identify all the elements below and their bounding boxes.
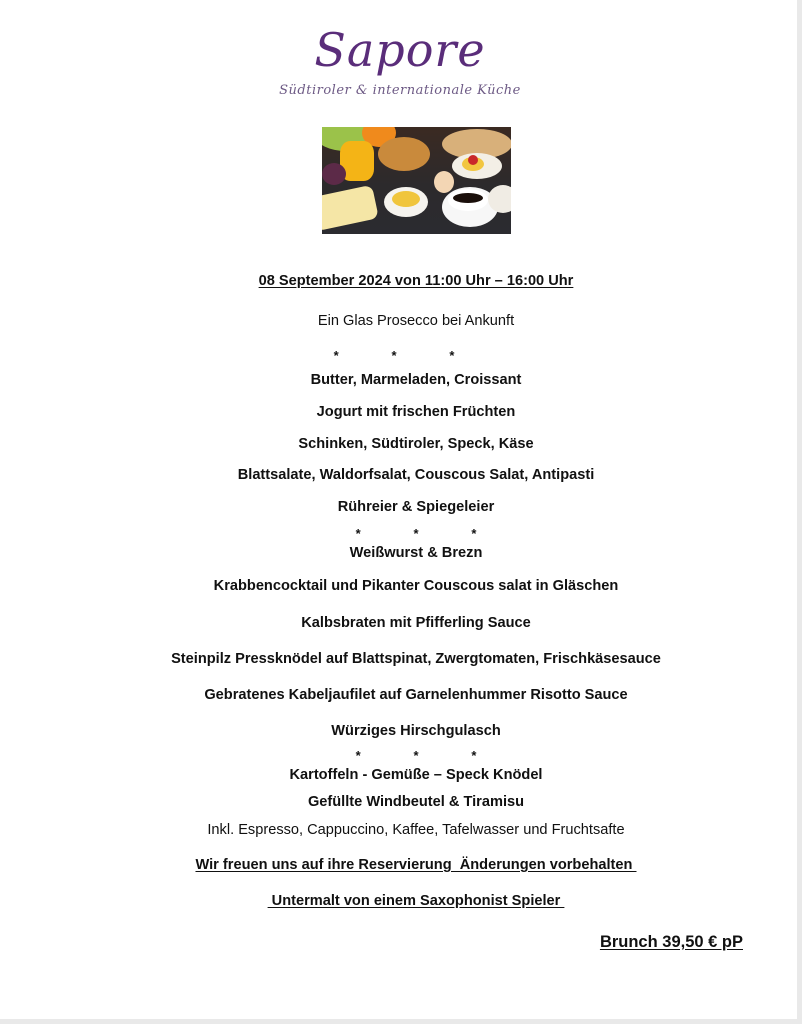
- brunch-price: Brunch 39,50 € pP: [599, 933, 743, 951]
- menu-item: Butter, Marmeladen, Croissant: [310, 372, 522, 388]
- menu-item: Gefüllte Windbeutel & Tiramisu: [307, 794, 525, 810]
- welcome-drink: Ein Glas Prosecco bei Ankunft: [317, 313, 515, 329]
- logo: [270, 22, 530, 100]
- menu-item: Krabbencocktail und Pikanter Couscous salat in Gläschen: [213, 578, 619, 594]
- music-note: Untermalt von einem Saxophonist Spieler: [267, 893, 565, 909]
- logo-name: Sapore: [314, 23, 486, 77]
- menu-item: Blattsalate, Waldorfsalat, Couscous Salat, Antipasti: [237, 467, 595, 483]
- logo-tagline: Südtiroler & internationale Küche: [279, 83, 521, 98]
- menu-item: Kartoffeln - Gemüße – Speck Knödel: [289, 767, 543, 783]
- menu-item: Rühreier & Spiegeleier: [337, 499, 495, 515]
- event-date-time: 08 September 2024 von 11:00 Uhr – 16:00 Uhr: [258, 273, 574, 289]
- separator: * * *: [355, 526, 477, 541]
- menu-item: Jogurt mit frischen Früchten: [316, 404, 516, 420]
- menu-item: Würziges Hirschgulasch: [331, 723, 501, 739]
- menu-item: Schinken, Südtiroler, Speck, Käse: [298, 436, 534, 452]
- menu-item: Weißwurst & Brezn: [349, 545, 483, 561]
- drinks-included: Inkl. Espresso, Cappuccino, Kaffee, Tafelwasser und Fruchtsafte: [207, 822, 625, 838]
- breakfast-buffet-photo: [322, 127, 511, 234]
- separator: * * *: [333, 348, 455, 363]
- menu-item: Steinpilz Pressknödel auf Blattspinat, Zwergtomaten, Frischkäsesauce: [171, 651, 661, 667]
- reservation-note: Wir freuen uns auf ihre Reservierung Änderungen vorbehalten: [195, 857, 637, 873]
- separator: * * *: [355, 748, 477, 763]
- menu-item: Kalbsbraten mit Pfifferling Sauce: [301, 615, 531, 631]
- menu-item: Gebratenes Kabeljaufilet auf Garnelenhummer Risotto Sauce: [204, 687, 628, 703]
